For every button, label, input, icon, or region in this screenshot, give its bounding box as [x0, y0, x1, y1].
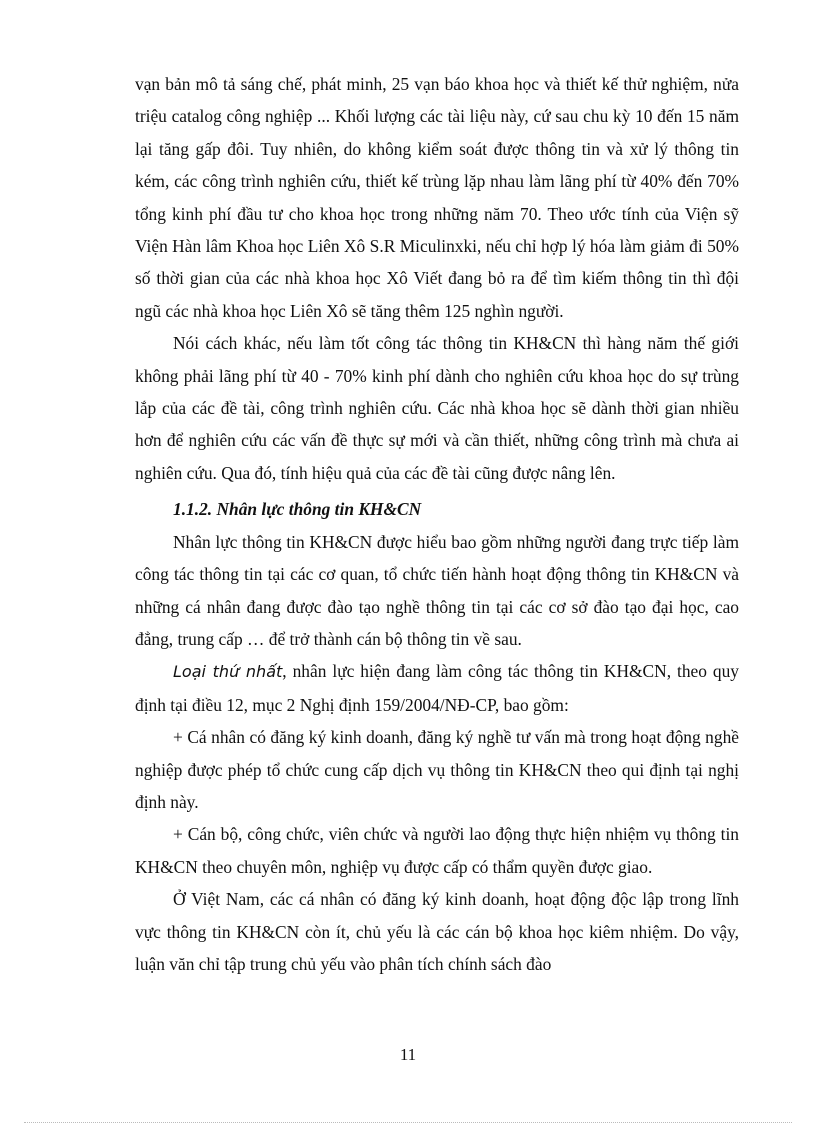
paragraph-4 [135, 655, 739, 721]
paragraph-6-bullet: + Cán bộ, công chức, viên chức và người lao động thực hiện nhiệm vụ thông tin KH&CN theo chuyên môn, nghiệp vụ được cấp có thẩm quyền được giao. [135, 824, 739, 877]
page-body [135, 68, 739, 980]
page-number: 11 [399, 1045, 417, 1064]
paragraph-4-italic-label: Loại thứ nhất [173, 662, 283, 682]
section-heading: 1.1.2. Nhân lực thông tin KH&CN [173, 499, 422, 520]
paragraph-5-bullet: + Cá nhân có đăng ký kinh doanh, đăng ký nghề tư vấn mà trong hoạt động nghề nghiệp được phép tổ chức cung cấp dịch vụ thông tin KH&CN theo qui định tại nghị định này. [135, 727, 739, 812]
paragraph-3: Nhân lực thông tin KH&CN được hiểu bao gồm những người đang trực tiếp làm công tác thông tin tại các cơ quan, tổ chức tiến hành hoạt động thông tin KH&CN và những cá nhân đang được đào tạo nghề thông tin tại các cơ sở đào tạo đại học, cao đẳng, trung cấp … để trở thành cán bộ thông tin về sau. [135, 531, 739, 649]
paragraph-7: Ở Việt Nam, các cá nhân có đăng ký kinh doanh, hoạt động độc lập trong lĩnh vực thông tin KH&CN còn ít, chủ yếu là các cán bộ khoa học kiêm nhiệm. Do vậy, luận văn chỉ tập trung chủ yếu vào phân tích chính sách đào [135, 889, 739, 974]
paragraph-2: Nói cách khác, nếu làm tốt công tác thông tin KH&CN thì hàng năm thế giới không phải lãng phí từ 40 - 70% kinh phí dành cho nghiên cứu khoa học do sự trùng lắp của các đề tài, công trình nghiên cứu. Các nhà khoa học sẽ dành thời gian nhiều hơn để nghiên cứu các vấn đề thực sự mới và cần thiết, những công trình mà chưa ai nghiên cứu. Qua đó, tính hiệu quả của các đề tài cũng được nâng lên. [135, 333, 739, 483]
paragraph-4-text: , nhân lực hiện đang làm công tác thông tin KH&CN, theo quy định tại điều 12, mục 2 Nghị định 159/2004/NĐ-CP, bao gồm: [135, 661, 739, 715]
paragraph-1: vạn bản mô tả sáng chế, phát minh, 25 vạn báo khoa học và thiết kế thử nghiệm, nửa triệu catalog công nghiệp ... Khối lượng các tài liệu này, cứ sau chu kỳ 10 đến 15 năm lại tăng gấp đôi. Tuy nhiên, do không kiểm soát được thông tin và xử lý thông tin kém, các công trình nghiên cứu, thiết kế trùng lặp nhau làm lãng phí từ 40% đến 70% tổng kinh phí đầu tư cho khoa học trong những năm 70. Theo ước tính của Viện sỹ Viện Hàn lâm Khoa học Liên Xô S.R Miculinxki, nếu chỉ hợp lý hóa làm giảm đi 50% số thời gian của các nhà khoa học Xô Viết đang bỏ ra để tìm kiếm thông tin thì đội ngũ các nhà khoa học Liên Xô sẽ tăng thêm 125 nghìn người. [135, 74, 739, 321]
